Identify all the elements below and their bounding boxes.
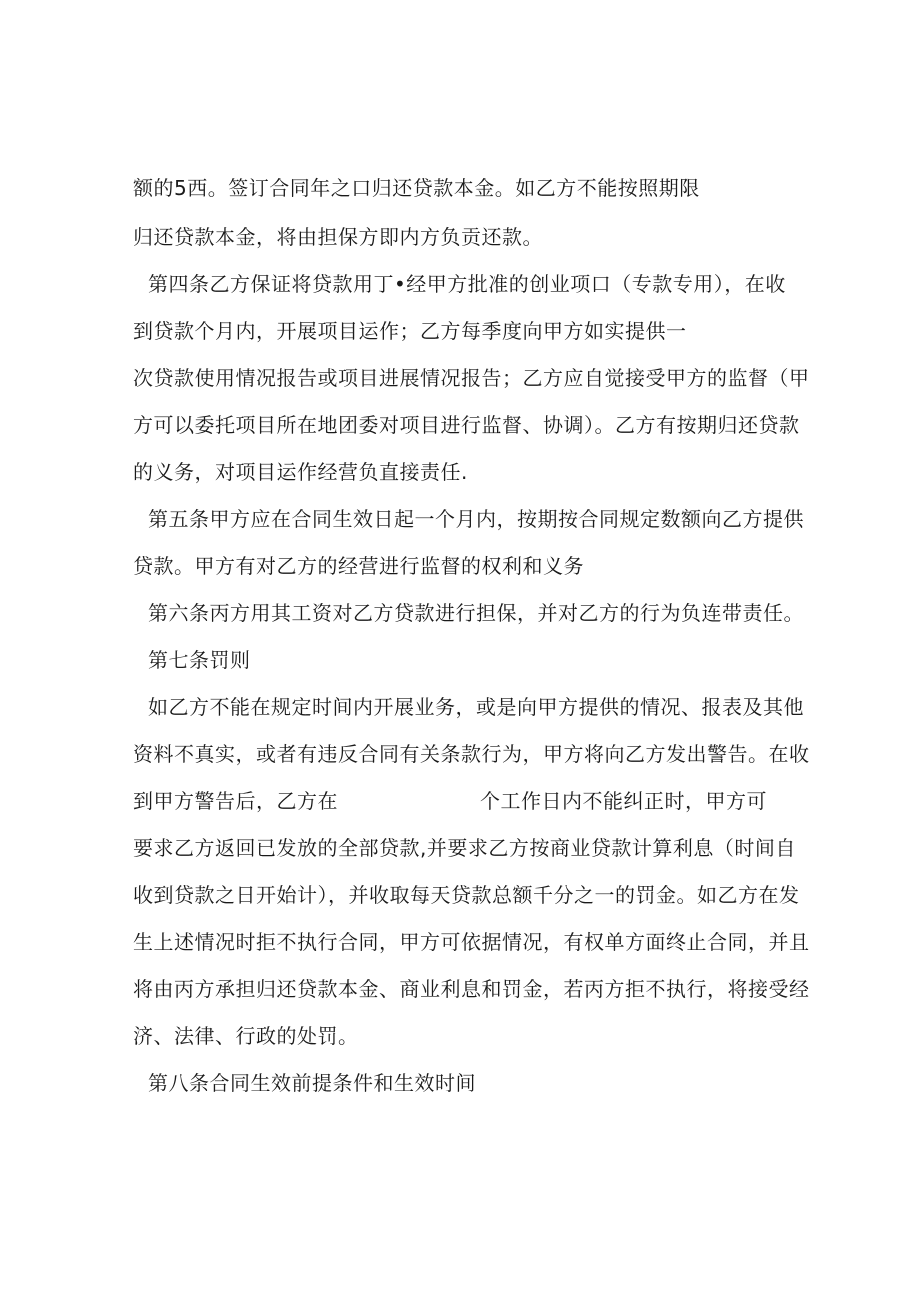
text-line: 资料不真实，或者有违反合同有关条款行为，甲方将向乙方发出警告。在收 — [133, 742, 810, 766]
text-line: 的义务，对项目运作经营负直接责任. — [133, 460, 468, 484]
text-segment: 个工作日内不能纠正时，甲方可 — [480, 789, 767, 813]
text-line: 归还贷款本金，将由担保方即内方负贡还款。 — [133, 225, 543, 249]
clause-5-heading-line: 第五条甲方应在合同生效日起一个月内，按期按合同规定数额向乙方提供 — [148, 507, 804, 531]
text-line: 将由丙方承担归还贷款本金、商业利息和罚金，若丙方拒不执行，将接受经 — [133, 977, 810, 1001]
text-line: 济、法律、行政的处罚。 — [133, 1024, 359, 1048]
text-line: 额的5西。签订合同年之口归还贷款本金。如乙方不能按照期限 — [133, 176, 700, 200]
text-line: 要求乙方返回已发放的全部贷款,并要求乙方按商业贷款计算利息（时间自 — [133, 836, 796, 860]
text-line: 到贷款个月内，开展项目运作；乙方每季度向甲方如实提供一 — [133, 319, 687, 343]
clause-6-line: 第六条丙方用其工资对乙方贷款进行担保，并对乙方的行为负连带责任。 — [148, 601, 804, 625]
text-segment: 到甲方警告后，乙方在 — [133, 789, 338, 813]
text-line: 方可以委托项目所在地团委对项目进行监督、协调）。乙方有按期归还贷款 — [133, 413, 800, 437]
text-line: 次贷款使用情况报告或项目进展情况报告；乙方应自觉接受甲方的监督（甲 — [133, 366, 810, 390]
clause-8-heading: 第八条合同生效前提条件和生效时间 — [148, 1071, 476, 1095]
text-line: 如乙方不能在规定时间内开展业务，或是向甲方提供的情况、报表及其他 — [148, 695, 804, 719]
clause-7-heading: 第七条罚则 — [148, 648, 251, 672]
clause-4-heading-line: 第四条乙方保证将贷款用丁•经甲方批准的创业项口（专款专用），在收 — [148, 272, 786, 296]
text-line: 贷款。甲方有对乙方的经营进行监督的权利和义务 — [133, 554, 584, 578]
text-line: 生上述情况时拒不执行合同，甲方可依据情况，有权单方面终止合同，并且 — [133, 930, 810, 954]
text-line: 收到贷款之日开始计），并收取每天贷款总额千分之一的罚金。如乙方在发 — [133, 883, 800, 907]
text-line-with-blank — [133, 788, 767, 814]
